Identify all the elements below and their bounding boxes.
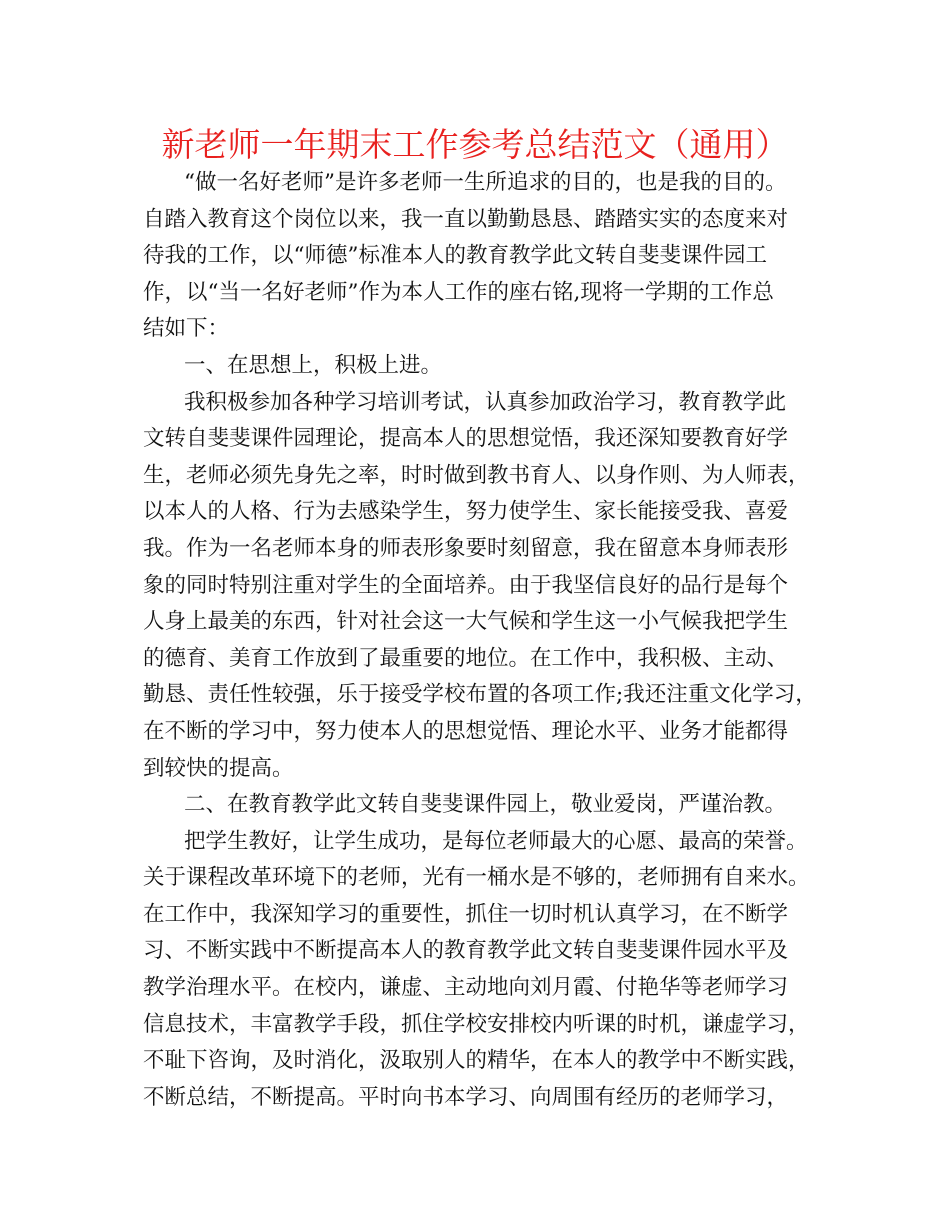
body-line: 生，老师必须先身先之率，时时做到教书育人、以身作则、为人师表，: [143, 462, 810, 488]
body-line: 我积极参加各种学习培训考试，认真参加政治学习，教育教学此: [184, 389, 787, 415]
body-line: 信息技术，丰富教学手段，抓住学校安排校内听课的时机，谦虚学习，: [143, 1011, 810, 1037]
body-line: 我。作为一名老师本身的师表形象要时刻留意，我在留意本身师表形: [143, 535, 789, 561]
body-line: 人身上最美的东西，针对社会这一大气候和学生这一小气候我把学生: [143, 609, 789, 635]
body-line: 关于课程改革环境下的老师，光有一桶水是不够的，老师拥有自来水。: [143, 865, 810, 891]
body-line: 象的同时特别注重对学生的全面培养。由于我坚信良好的品行是每个: [143, 572, 789, 598]
body-line: 到较快的提高。: [143, 755, 294, 781]
body-line: 的德育、美育工作放到了最重要的地位。在工作中，我积极、主动、: [143, 645, 789, 671]
document-title: 新老师一年期末工作参考总结范文（通用）: [161, 125, 789, 164]
body-line: 一、在思想上，积极上进。: [184, 352, 443, 378]
body-line: 待我的工作，以“师德”标准本人的教育教学此文转自斐斐课件园工: [143, 243, 767, 269]
body-line: 教学治理水平。在校内，谦虚、主动地向刘月霞、付艳华等老师学习: [143, 975, 789, 1001]
body-line: 自踏入教育这个岗位以来，我一直以勤勤恳恳、踏踏实实的态度来对: [143, 206, 789, 232]
body-line: 在工作中，我深知学习的重要性，抓住一切时机认真学习，在不断学: [143, 901, 789, 927]
body-line: 以本人的人格、行为去感染学生，努力使学生、家长能接受我、喜爱: [143, 499, 789, 525]
body-line: 不耻下咨询，及时消化，汲取别人的精华，在本人的教学中不断实践，: [143, 1048, 810, 1074]
body-line: 结如下：: [143, 316, 230, 342]
body-line: 二、在教育教学此文转自斐斐课件园上，敬业爱岗，严谨治教。: [184, 792, 787, 818]
body-line: 文转自斐斐课件园理论，提高本人的思想觉悟，我还深知要教育好学: [143, 426, 789, 452]
body-line: “做一名好老师”是许多老师一生所追求的目的，也是我的目的。: [184, 170, 787, 195]
body-line: 把学生教好，让学生成功，是每位老师最大的心愿、最高的荣誉。: [184, 828, 808, 854]
document-body: [143, 165, 843, 1116]
body-line: 不断总结，不断提高。平时向书本学习、向周围有经历的老师学习，: [143, 1084, 789, 1110]
body-line: 习、不断实践中不断提高本人的教育教学此文转自斐斐课件园水平及: [143, 938, 789, 964]
body-line: 在不断的学习中，努力使本人的思想觉悟、理论水平、业务才能都得: [143, 718, 789, 744]
body-line: 勤恳、责任性较强，乐于接受学校布置的各项工作;我还注重文化学习，: [143, 682, 817, 708]
body-line: 作，以“当一名好老师”作为本人工作的座右铭,现将一学期的工作总: [143, 279, 774, 305]
